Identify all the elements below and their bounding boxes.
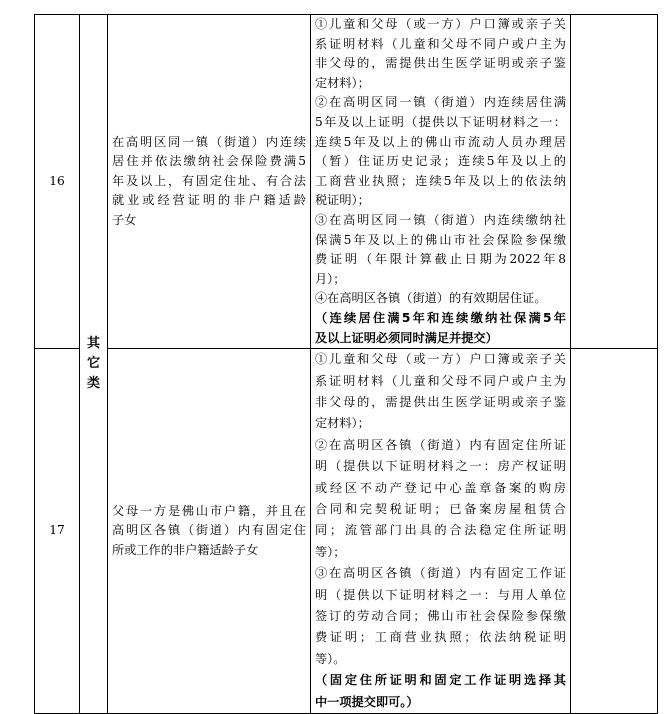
- material-note: （连续居住满5年和连续缴纳社保满5年: [315, 310, 566, 325]
- material-line: 5年及以上证明（提供以下证明材料之一：: [315, 114, 566, 129]
- material-line: ③在高明区各镇（街道）内有固定工作证: [315, 566, 566, 581]
- condition-line: 子女: [112, 212, 137, 227]
- material-line: 保满5年及以上的佛山市社会保险参保缴: [315, 232, 566, 247]
- material-line: 定材料）；: [315, 75, 370, 90]
- material-line: ②在高明区同一镇（街道）内连续居住满: [315, 95, 566, 110]
- material-line: 签订的劳动合同；佛山市社会保险参保缴: [315, 608, 566, 623]
- material-line: 费证明；工商营业执照；依法纳税证明: [315, 630, 566, 645]
- material-line: 连续5年及以上的佛山市流动人员办理居: [315, 134, 566, 149]
- category-cell: [80, 15, 108, 714]
- material-line: 工商营业执照；连续5年及以上的依法纳: [315, 173, 566, 188]
- condition-line: 年及以上，有固定住址、有合法: [112, 173, 306, 188]
- material-line: 定材料）；: [315, 416, 370, 431]
- material-line: 明（提供以下证明材料之一：房产权证明: [315, 459, 566, 474]
- row-number-16: 16: [35, 15, 80, 349]
- material-line: 非父母的，需提供出生医学证明或亲子鉴: [315, 394, 566, 409]
- table-row-17: [35, 349, 658, 714]
- material-line: 同；流管部门出具的合法稳定住所证明: [315, 523, 566, 538]
- material-line: ①儿童和父母（或一方）户口簿或亲子关: [315, 17, 566, 31]
- material-line: 非父母的，需提供出生医学证明或亲子鉴: [315, 56, 566, 71]
- material-line: 系证明材料（儿童和父母不同户或户主为: [315, 373, 566, 388]
- material-line: ④在高明区各镇（街道）的有效期居住证。: [315, 291, 547, 306]
- material-line: （暂）住证历史记录；连续5年及以上的: [315, 154, 566, 169]
- condition-line: 居住并依法缴纳社会保险费满5: [112, 154, 306, 169]
- policy-table: [34, 14, 658, 714]
- remarks-cell-17: [571, 349, 658, 714]
- condition-line: 所或工作的非户籍适龄子女: [112, 542, 259, 557]
- material-line: 等）；: [315, 544, 346, 559]
- condition-cell-16: [108, 15, 311, 349]
- remarks-cell-16: [571, 15, 658, 349]
- material-note: （固定住所证明和固定工作证明选择其: [315, 673, 566, 688]
- condition-line: 在高明区同一镇（街道）内连续: [112, 134, 306, 149]
- material-line: 明（提供以下证明材料之一：与用人单位: [315, 587, 566, 602]
- material-line: ③在高明区同一镇（街道）内连续缴纳社: [315, 212, 566, 227]
- material-line: ②在高明区各镇（街道）内有固定住所证: [315, 437, 566, 452]
- material-line: 等）。: [315, 651, 346, 666]
- category-label: 其它类: [86, 336, 100, 391]
- material-line: 或经区不动产登记中心盖章备案的购房: [315, 480, 566, 495]
- material-line: 费证明（年限计算截止日期为2022年8: [315, 252, 566, 267]
- condition-line: 高明区各镇（街道）内有固定住: [112, 523, 306, 538]
- material-line: 系证明材料（儿童和父母不同户或户主为: [315, 36, 566, 51]
- table-row-16: [35, 15, 658, 349]
- row-number-17: 17: [35, 349, 80, 714]
- material-line: ①儿童和父母（或一方）户口簿或亲子关: [315, 352, 566, 367]
- material-line: 月）；: [315, 271, 346, 286]
- condition-line: 就业或经营证明的非户籍适龄: [112, 193, 306, 208]
- condition-cell-17: [108, 349, 311, 714]
- material-line: 合同和完契税证明；已备案房屋租赁合: [315, 501, 566, 516]
- material-cell-17: [311, 349, 571, 714]
- material-line: 税证明）；: [315, 193, 370, 208]
- material-note: 中一项提交即可。）: [315, 694, 419, 709]
- condition-line: 父母一方是佛山市户籍，并且在: [112, 503, 306, 518]
- material-note: 及以上证明必须同时满足并提交）: [315, 330, 498, 345]
- material-cell-16: [311, 15, 571, 349]
